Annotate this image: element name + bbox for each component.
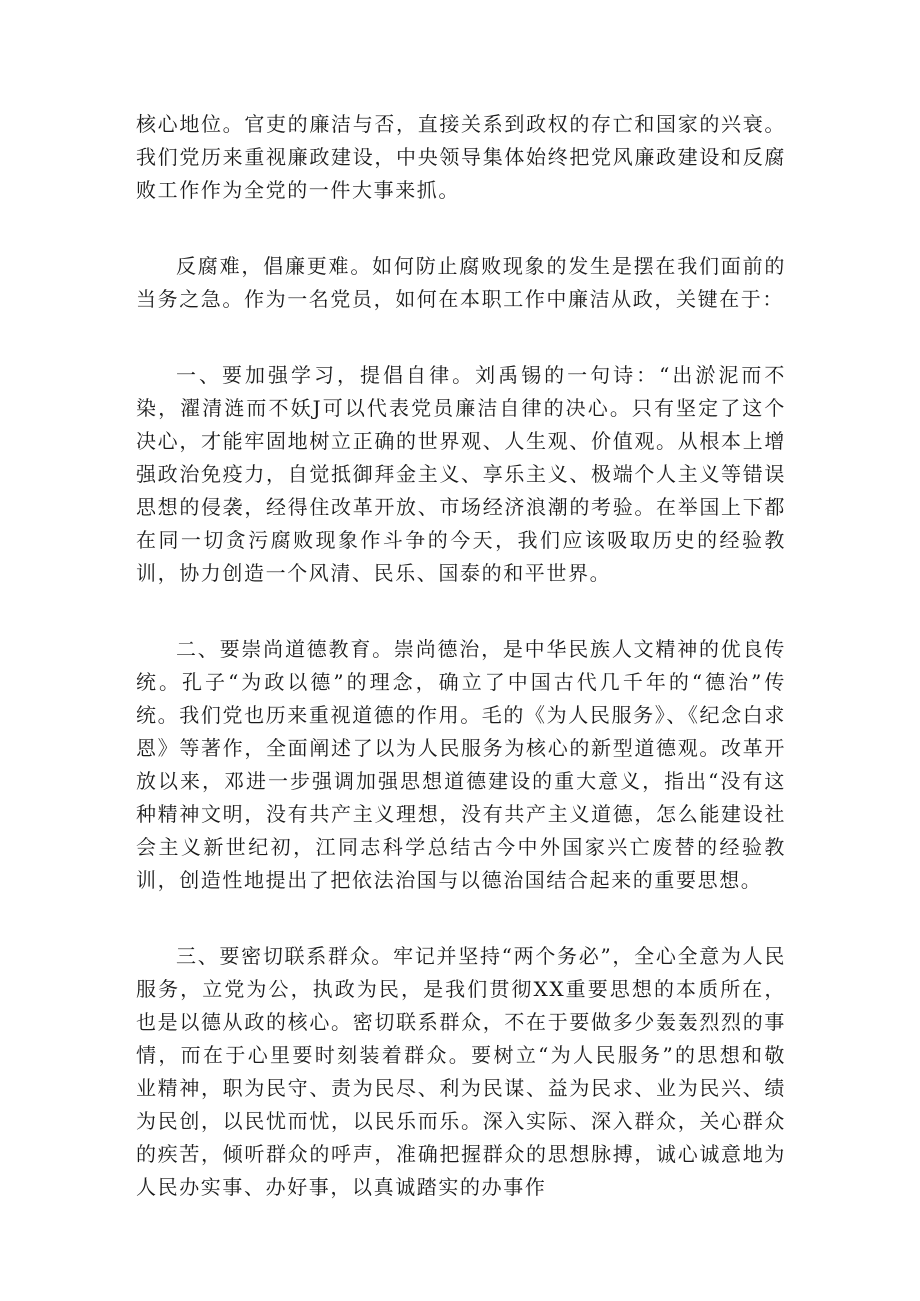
paragraph-4: 二、要崇尚道德教育。崇尚德治，是中华民族人文精神的优良传统。孔子“为政以德”的理念，确立了中国古代几千年的“德治”传统。我们党也历来重视道德的作用。毛的《为人民服务》、《纪念白求恩》等著作，全面阐述了以为人民服务为核心的新型道德观。改革开放以来，邓进一步强调加强思想道德建设的重大意义，指出“没有这种精神文明，没有共产主义理想，没有共产主义道德，怎么能建设社会主义新世纪初，江同志科学总结古今中外国家兴亡废替的经验教训，创造性地提出了把依法治国与以德治国结合起来的重要思想。 — [136, 637, 786, 892]
paragraph-1: 核心地位。官吏的廉洁与否，直接关系到政权的存亡和国家的兴衰。我们党历来重视廉政建设，中央领导集体始终把党风廉政建设和反腐败工作作为全党的一件大事来抓。 — [136, 112, 786, 202]
paragraph-2: 反腐难，倡廉更难。如何防止腐败现象的发生是摆在我们面前的当务之急。作为一名党员，如何在本职工作中廉洁从政，关键在于： — [136, 254, 786, 311]
document-page — [136, 108, 786, 1247]
paragraph-5: 三、要密切联系群众。牢记并坚持“两个务必”，全心全意为人民服务，立党为公，执政为民，是我们贯彻XX重要思想的本质所在，也是以德从政的核心。密切联系群众，不在于要做多少轰轰烈烈的事情，而在于心里要时刻装着群众。要树立“为人民服务”的思想和敬业精神，职为民守、责为民尽、利为民谋、益为民求、业为民兴、绩为民创，以民忧而忧，以民乐而乐。深入实际、深入群众，关心群众的疾苦，倾听群众的呼声，准确把握群众的思想脉搏，诚心诚意地为人民办实事、办好事，以真诚踏实的办事作 — [136, 944, 786, 1199]
paragraph-3: 一、要加强学习，提倡自律。刘禹锡的一句诗：“出淤泥而不染，濯清涟而不妖J可以代表党员廉洁自律的决心。只有坚定了这个决心，才能牢固地树立正确的世界观、人生观、价值观。从根本上增强政治免疫力，自觉抵御拜金主义、享乐主义、极端个人主义等错误思想的侵袭，经得住改革开放、市场经济浪潮的考验。在举国上下都在同一切贪污腐败现象作斗争的今天，我们应该吸取历史的经验教训，协力创造一个风清、民乐、国泰的和平世界。 — [136, 363, 786, 585]
